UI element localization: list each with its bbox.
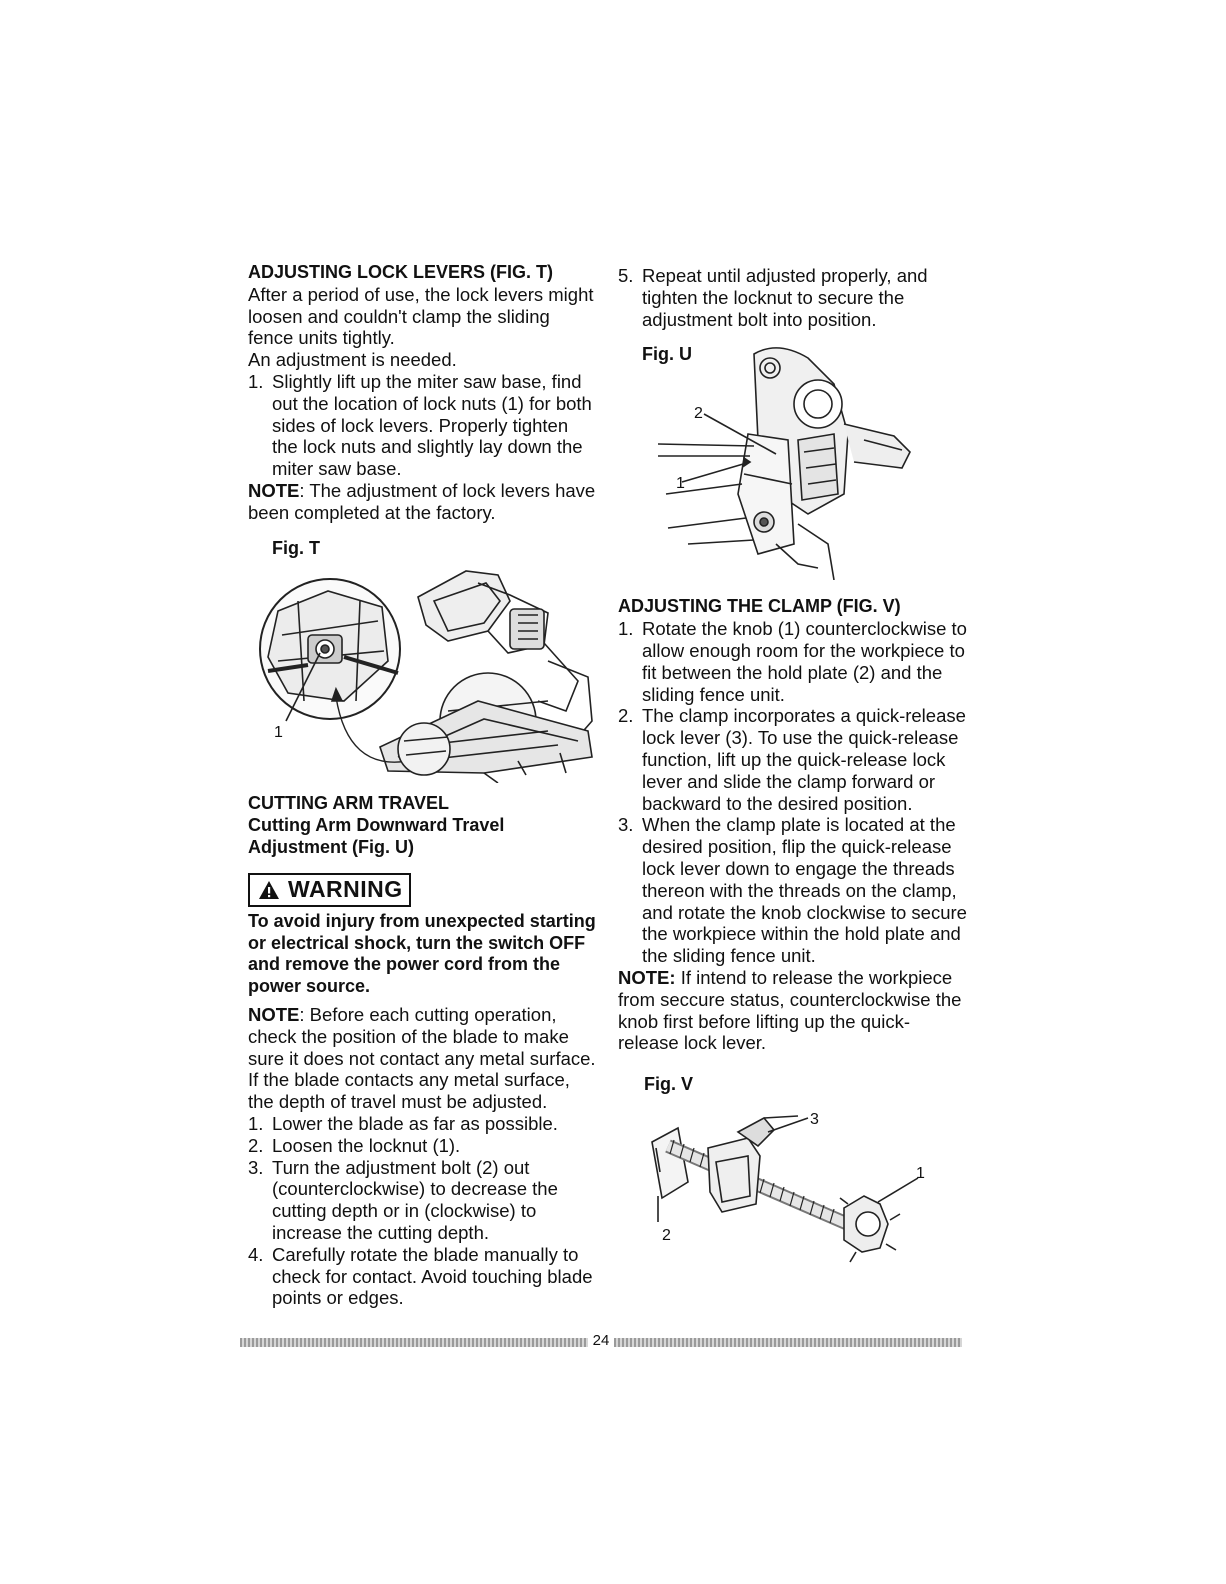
list-item: 2. The clamp incorporates a quick-release lock lever (3). To use the quick-release function, lift up the quick-release lock lever and slide the clamp forward or backward to the desired position. — [618, 705, 966, 814]
lock-levers-intro: After a period of use, the lock levers might loosen and couldn't clamp the sliding fence units tightly. — [248, 283, 594, 349]
fig-v-label: Fig. V — [644, 1074, 693, 1095]
lock-levers-heading: ADJUSTING LOCK LEVERS (FIG. T) — [248, 262, 554, 282]
list-item: 1. Slightly lift up the miter saw base, find out the location of lock nuts (1) for both sides of lock levers. Properly tighten the lock nuts and slightly lay down the miter saw base. — [248, 370, 592, 480]
cutting-arm-note: NOTE: Before each cutting operation, check the position of the blade to make sure it does not contact any metal surface. If the blade contacts any metal surface, the depth of travel must be adjusted. — [248, 1003, 596, 1113]
list-item: 1. Rotate the knob (1) counterclockwise to allow enough room for the workpiece to fit between the hold plate (2) and the sliding fence unit. — [618, 618, 967, 705]
cutting-arm-steps-continued — [618, 265, 968, 330]
fig-v-callout-1: 1 — [916, 1164, 925, 1182]
list-item: 3. When the clamp plate is located at the desired position, flip the quick-release lock lever down to engage the threads thereon with the threads on the clamp, and rotate the knob clockwise to secure the workpiece within the hold plate and the sliding fence unit. — [618, 814, 967, 967]
fig-v-callout-2: 2 — [662, 1226, 671, 1244]
fig-t-illustration — [248, 561, 598, 783]
warning-triangle-icon — [258, 880, 280, 900]
fig-u — [618, 344, 968, 580]
right-column — [618, 265, 968, 1280]
cutting-arm-subheading: Cutting Arm Downward Travel — [248, 815, 505, 836]
lock-levers-steps — [248, 371, 598, 480]
fig-t-callout-1: 1 — [274, 724, 283, 742]
fig-u-callout-2: 2 — [694, 405, 703, 423]
warning-label: WARNING — [288, 875, 403, 902]
warning-text: To avoid injury from unexpected starting or electrical shock, turn the switch OFF and remove the power cord from the power source. — [248, 910, 596, 997]
lock-levers-intro-2: An adjustment is needed. — [248, 349, 457, 371]
page-footer — [240, 1334, 962, 1350]
fig-t-label: Fig. T — [272, 537, 320, 558]
left-column — [248, 262, 598, 1309]
page-number: 24 — [592, 1332, 610, 1349]
list-item: 1. Lower the blade as far as possible. — [248, 1112, 558, 1134]
footer-rule-right — [614, 1338, 962, 1347]
footer-rule-left — [240, 1338, 588, 1347]
fig-v-callout-3: 3 — [810, 1111, 819, 1128]
fig-u-illustration — [658, 344, 958, 580]
fig-u-label: Fig. U — [642, 344, 692, 365]
clamp-note: NOTE: If intend to release the workpiece from seccure status, counterclockwise the knob first before lifting up the quick-release lock lever. — [618, 966, 962, 1054]
lock-levers-note: NOTE: The adjustment of lock levers have been completed at the factory. — [248, 479, 596, 523]
list-item: 4. Carefully rotate the blade manually to check for contact. Avoid touching blade points or edges. — [248, 1243, 593, 1309]
list-item: 5. Repeat until adjusted properly, and tighten the locknut to secure the adjustment bolt into position. — [618, 265, 928, 330]
clamp-steps — [618, 618, 968, 967]
cutting-arm-subheading-2: Adjustment (Fig. U) — [248, 836, 414, 857]
fig-u-callout-1: 1 — [676, 475, 685, 493]
warning-box — [248, 873, 411, 907]
clamp-heading: ADJUSTING THE CLAMP (FIG. V) — [618, 596, 901, 617]
fig-v-illustration — [618, 1112, 938, 1280]
list-item: 3. Turn the adjustment bolt (2) out (counterclockwise) to decrease the cutting depth or in (clockwise) to increase the cutting depth. — [248, 1156, 558, 1243]
cutting-arm-steps — [248, 1113, 598, 1309]
cutting-arm-heading: CUTTING ARM TRAVEL — [248, 793, 449, 814]
list-item: 2. Loosen the locknut (1). — [248, 1134, 461, 1156]
